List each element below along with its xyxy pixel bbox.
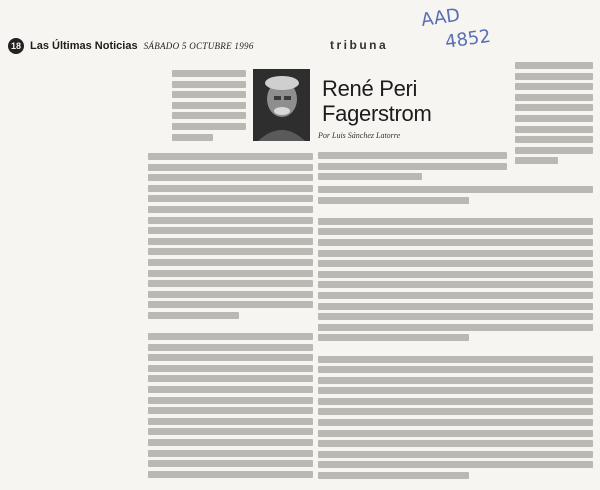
text-line-placeholder <box>148 407 313 414</box>
text-line-placeholder <box>318 430 593 437</box>
issue-date: SÁBADO 5 OCTUBRE 1996 <box>143 41 254 51</box>
text-line-placeholder <box>318 250 593 257</box>
text-line-placeholder <box>318 440 593 447</box>
page-number: 18 <box>8 38 24 54</box>
handwritten-mark-line: AAD <box>419 4 462 31</box>
text-line-placeholder <box>148 280 313 287</box>
text-line-placeholder <box>318 163 507 170</box>
text-line-placeholder <box>318 152 507 159</box>
text-line-placeholder <box>318 398 593 405</box>
article-column <box>318 186 593 483</box>
text-line-placeholder <box>515 104 593 111</box>
text-line-placeholder <box>148 238 313 245</box>
text-line-placeholder <box>318 377 593 384</box>
text-line-placeholder <box>148 450 313 457</box>
text-line-placeholder <box>148 460 313 467</box>
text-line-placeholder <box>148 418 313 425</box>
headline-line: Fagerstrom <box>322 101 432 126</box>
text-line-placeholder <box>148 153 313 160</box>
text-line-placeholder <box>318 419 593 426</box>
text-line-placeholder <box>318 408 593 415</box>
text-line-placeholder <box>172 70 246 77</box>
text-line-placeholder <box>172 123 246 130</box>
text-line-placeholder <box>148 248 313 255</box>
text-line-placeholder <box>515 94 593 101</box>
text-line-placeholder <box>318 207 593 214</box>
section-name: tribuna <box>330 38 389 52</box>
text-line-placeholder <box>318 387 593 394</box>
text-line-placeholder <box>148 195 313 202</box>
text-line-placeholder <box>318 186 593 193</box>
text-line-placeholder <box>318 472 469 479</box>
text-line-placeholder <box>318 271 593 278</box>
author-portrait-photo <box>253 69 310 141</box>
text-line-placeholder <box>515 62 593 69</box>
text-line-placeholder <box>318 260 593 267</box>
text-line-placeholder <box>318 197 469 204</box>
text-line-placeholder <box>148 333 313 340</box>
text-line-placeholder <box>318 292 593 299</box>
text-line-placeholder <box>172 112 246 119</box>
text-line-placeholder <box>515 126 593 133</box>
text-line-placeholder <box>148 217 313 224</box>
text-line-placeholder <box>148 323 313 330</box>
text-line-placeholder <box>148 397 313 404</box>
text-line-placeholder <box>172 102 246 109</box>
text-line-placeholder <box>148 428 313 435</box>
headline-line: René Peri <box>322 76 418 101</box>
text-line-placeholder <box>148 365 313 372</box>
text-line-placeholder <box>515 157 558 164</box>
text-line-placeholder <box>318 281 593 288</box>
paper-name: Las Últimas Noticias <box>30 40 138 52</box>
handwritten-archive-mark <box>410 4 530 56</box>
text-line-placeholder <box>148 206 313 213</box>
text-line-placeholder <box>148 270 313 277</box>
text-line-placeholder <box>318 313 593 320</box>
text-line-placeholder <box>318 173 422 180</box>
text-line-placeholder <box>148 259 313 266</box>
text-line-placeholder <box>318 239 593 246</box>
text-line-placeholder <box>148 471 313 478</box>
text-line-placeholder <box>318 345 593 352</box>
text-line-placeholder <box>318 461 593 468</box>
handwritten-mark-line: 4852 <box>443 25 493 53</box>
text-line-placeholder <box>172 134 213 141</box>
text-line-placeholder <box>148 291 313 298</box>
text-line-placeholder <box>148 227 313 234</box>
article-column <box>172 70 246 144</box>
text-line-placeholder <box>148 174 313 181</box>
article-column <box>148 153 313 481</box>
text-line-placeholder <box>148 354 313 361</box>
text-line-placeholder <box>148 386 313 393</box>
text-line-placeholder <box>148 375 313 382</box>
text-line-placeholder <box>318 303 593 310</box>
byline: Por Luis Sánchez Latorre <box>318 131 401 140</box>
text-line-placeholder <box>515 83 593 90</box>
text-line-placeholder <box>318 334 469 341</box>
text-line-placeholder <box>318 228 593 235</box>
text-line-placeholder <box>148 164 313 171</box>
text-line-placeholder <box>172 91 246 98</box>
text-line-placeholder <box>148 312 239 319</box>
text-line-placeholder <box>515 147 593 154</box>
text-line-placeholder <box>515 73 593 80</box>
text-line-placeholder <box>318 356 593 363</box>
text-line-placeholder <box>318 324 593 331</box>
text-line-placeholder <box>148 344 313 351</box>
article-column <box>515 62 593 168</box>
article-column <box>318 152 507 184</box>
headline <box>322 76 512 126</box>
text-line-placeholder <box>515 136 593 143</box>
text-line-placeholder <box>515 115 593 122</box>
text-line-placeholder <box>172 81 246 88</box>
text-line-placeholder <box>318 451 593 458</box>
text-line-placeholder <box>318 366 593 373</box>
text-line-placeholder <box>148 301 313 308</box>
text-line-placeholder <box>148 439 313 446</box>
text-line-placeholder <box>318 218 593 225</box>
text-line-placeholder <box>148 185 313 192</box>
